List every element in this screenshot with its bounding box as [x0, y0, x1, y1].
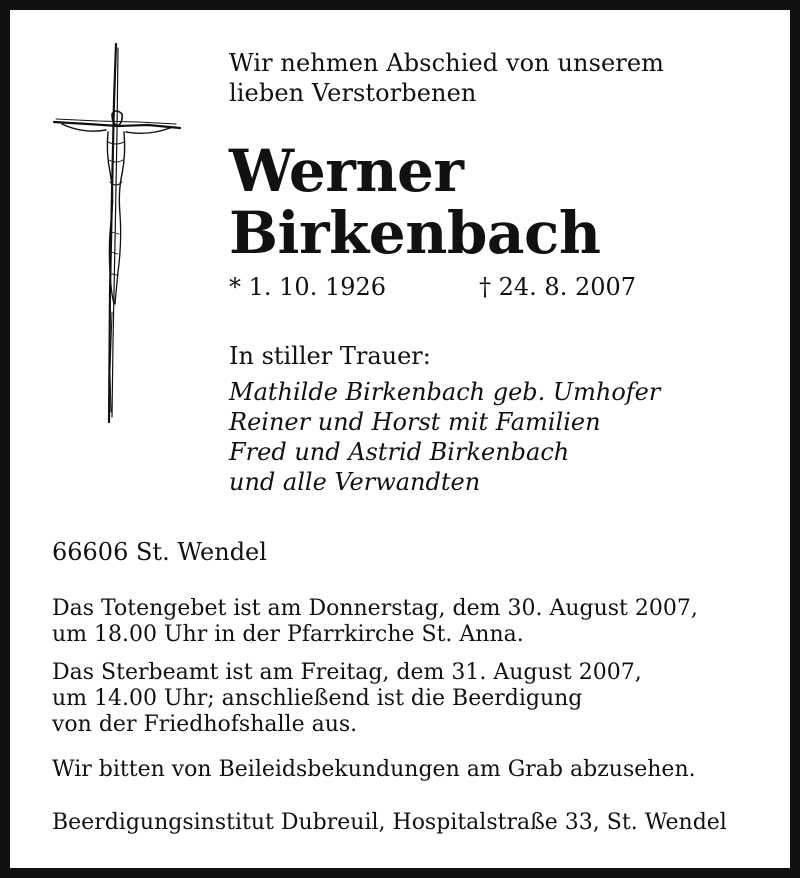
crucifix-icon	[48, 42, 188, 427]
undertaker-info: Beerdigungsinstitut Dubreuil, Hospitalstraße 33, St. Wendel	[52, 810, 727, 835]
first-name: Werner	[229, 137, 464, 205]
mourner-line: Mathilde Birkenbach geb. Umhofer	[229, 378, 661, 406]
place: 66606 St. Wendel	[52, 538, 267, 566]
mourner-line: Fred und Astrid Birkenbach	[229, 438, 570, 466]
deceased-name	[229, 137, 601, 267]
mourner-line: Reiner und Horst mit Familien	[229, 408, 601, 436]
intro-text	[229, 48, 664, 108]
intro-line: lieben Verstorbenen	[229, 79, 477, 107]
mourning-heading: In stiller Trauer:	[229, 342, 431, 370]
condolences-note: Wir bitten von Beileidsbekundungen am Grab abzusehen.	[52, 757, 696, 782]
intro-line: Wir nehmen Abschied von unserem	[229, 49, 665, 77]
prayer-notice	[52, 596, 698, 648]
requiem-line: Das Sterbeamt ist am Freitag, dem 31. August 2007,	[52, 660, 642, 685]
birth-date: * 1. 10. 1926	[229, 273, 387, 301]
requiem-line: um 14.00 Uhr; anschließend ist die Beerdigung	[52, 686, 583, 711]
death-date: † 24. 8. 2007	[479, 273, 637, 301]
requiem-notice	[52, 660, 642, 738]
mourners-list	[229, 377, 660, 497]
prayer-line: um 18.00 Uhr in der Pfarrkirche St. Anna.	[52, 622, 524, 647]
mourner-line: und alle Verwandten	[229, 468, 481, 496]
prayer-line: Das Totengebet ist am Donnerstag, dem 30. August 2007,	[52, 596, 698, 621]
last-name: Birkenbach	[229, 199, 601, 267]
requiem-line: von der Friedhofshalle aus.	[52, 712, 358, 737]
